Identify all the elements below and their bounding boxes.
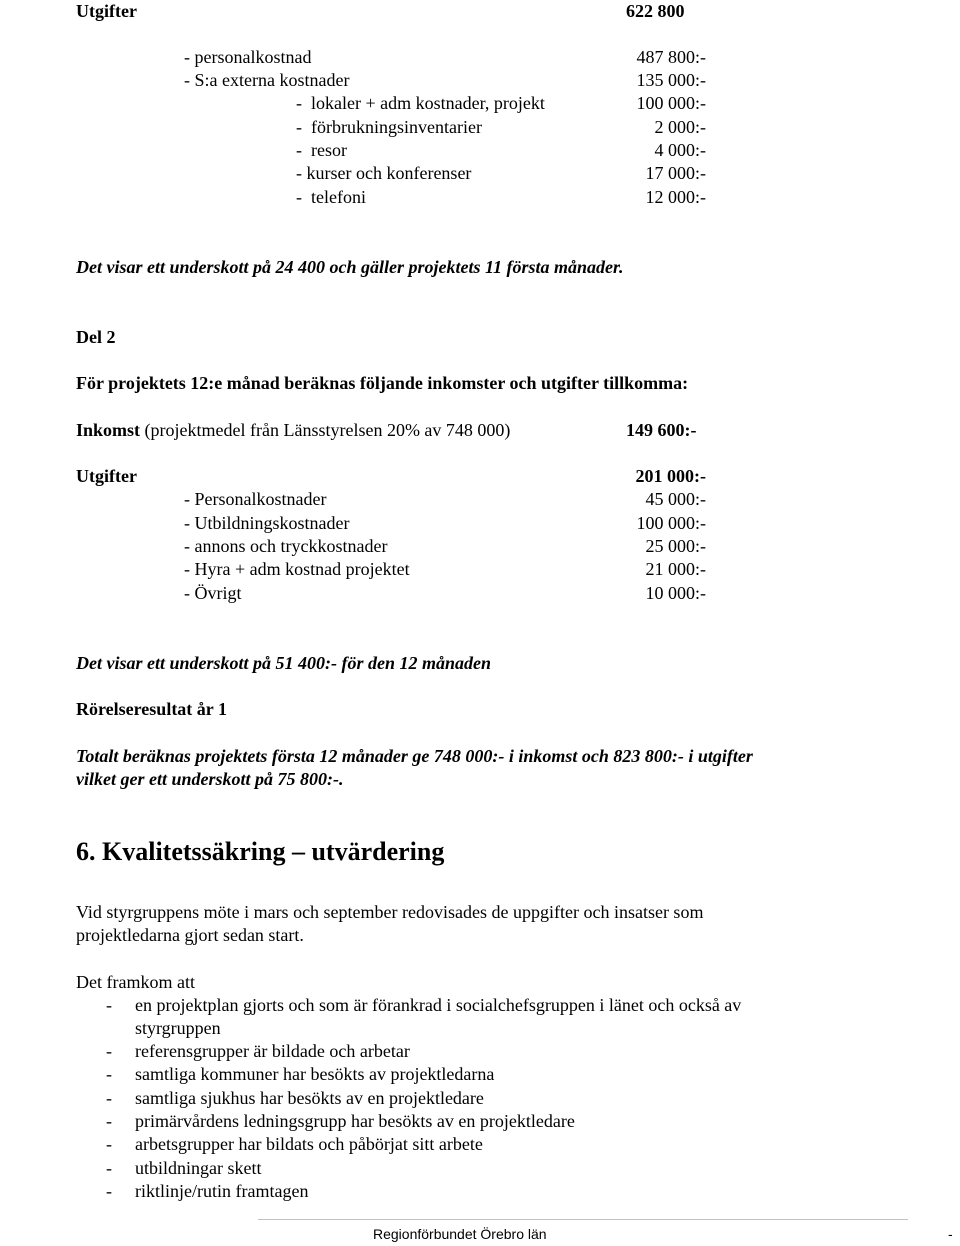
cost-label: - personalkostnad <box>184 47 312 67</box>
bullet-dash: - <box>106 1134 112 1154</box>
cost-value: 487 800:- <box>636 47 706 67</box>
bullet-dash: - <box>106 1064 112 1084</box>
bullet-dash: - <box>106 1181 112 1201</box>
list-item: primärvårdens ledningsgrupp har besökts av en projektledare <box>135 1111 575 1131</box>
utgifter-heading-part2: Utgifter <box>76 466 137 486</box>
cost-label: - lokaler + adm kostnader, projekt <box>296 93 545 113</box>
inkomst-line <box>76 419 510 442</box>
cost-label: - telefoni <box>296 187 366 207</box>
utgifter-heading: Utgifter <box>76 1 137 21</box>
cost-value: 100 000:- <box>636 93 706 113</box>
list-item: samtliga kommuner har besökts av projektledarna <box>135 1064 495 1084</box>
cost-label: - förbrukningsinventarier <box>296 117 482 137</box>
inkomst-detail: (projektmedel från Länsstyrelsen 20% av 748 000) <box>140 420 511 440</box>
cost-label: - kurser och konferenser <box>296 163 472 183</box>
result-line-1: Totalt beräknas projektets första 12 månader ge 748 000:- i inkomst och 823 800:- i utgifter <box>76 746 753 766</box>
list-item: utbildningar skett <box>135 1158 262 1178</box>
cost-label: - annons och tryckkostnader <box>184 536 388 556</box>
bullet-dash: - <box>106 1088 112 1108</box>
section-heading-6: 6. Kvalitetssäkring – utvärdering <box>76 837 445 866</box>
cost-label: - Personalkostnader <box>184 489 327 509</box>
cost-value: 12 000:- <box>645 187 706 207</box>
section6-paragraph-line-2: projektledarna gjort sedan start. <box>76 925 304 945</box>
cost-label: - Övrigt <box>184 583 242 603</box>
section6-paragraph-line-1: Vid styrgruppens möte i mars och september redovisades de uppgifter och insatser som <box>76 902 704 922</box>
list-item: referensgrupper är bildade och arbetar <box>135 1041 410 1061</box>
cost-value: 21 000:- <box>645 559 706 579</box>
cost-value: 135 000:- <box>636 70 706 90</box>
footer-rule <box>258 1219 908 1220</box>
footer-org: Regionförbundet Örebro län <box>373 1226 547 1242</box>
deficit-note-part1: Det visar ett underskott på 24 400 och gäller projektets 11 första månader. <box>76 257 624 277</box>
list-item: riktlinje/rutin framtagen <box>135 1181 309 1201</box>
deficit-note-part2: Det visar ett underskott på 51 400:- för den 12 månaden <box>76 653 492 673</box>
footer-page-mark: - <box>948 1226 953 1242</box>
cost-label: - resor <box>296 140 347 160</box>
cost-value: 45 000:- <box>645 489 706 509</box>
list-item: arbetsgrupper har bildats och påbörjat sitt arbete <box>135 1134 483 1154</box>
inkomst-value: 149 600:- <box>626 420 697 440</box>
utgifter-total: 622 800 <box>626 1 685 21</box>
cost-value: 4 000:- <box>654 140 706 160</box>
result-heading: Rörelseresultat år 1 <box>76 699 227 719</box>
result-line-2: vilket ger ett underskott på 75 800:-. <box>76 769 344 789</box>
cost-value: 2 000:- <box>654 117 706 137</box>
list-item: samtliga sjukhus har besökts av en projektledare <box>135 1088 484 1108</box>
section6-lead: Det framkom att <box>76 972 195 992</box>
bullet-dash: - <box>106 1158 112 1178</box>
part2-intro: För projektets 12:e månad beräknas följande inkomster och utgifter tillkomma: <box>76 373 689 393</box>
cost-value: 10 000:- <box>645 583 706 603</box>
section-heading-del2: Del 2 <box>76 327 116 347</box>
cost-label: - Hyra + adm kostnad projektet <box>184 559 410 579</box>
cost-label: - S:a externa kostnader <box>184 70 350 90</box>
cost-value: 100 000:- <box>636 513 706 533</box>
inkomst-label: Inkomst <box>76 420 141 440</box>
cost-label: - Utbildningskostnader <box>184 513 350 533</box>
bullet-dash: - <box>106 1041 112 1061</box>
utgifter-total-part2: 201 000:- <box>635 466 706 486</box>
cost-value: 25 000:- <box>645 536 706 556</box>
list-item-continuation: styrgruppen <box>135 1018 221 1038</box>
bullet-dash: - <box>106 1111 112 1131</box>
list-item: en projektplan gjorts och som är förankrad i socialchefsgruppen i länet och också av <box>135 995 742 1015</box>
cost-value: 17 000:- <box>645 163 706 183</box>
bullet-dash: - <box>106 995 112 1015</box>
